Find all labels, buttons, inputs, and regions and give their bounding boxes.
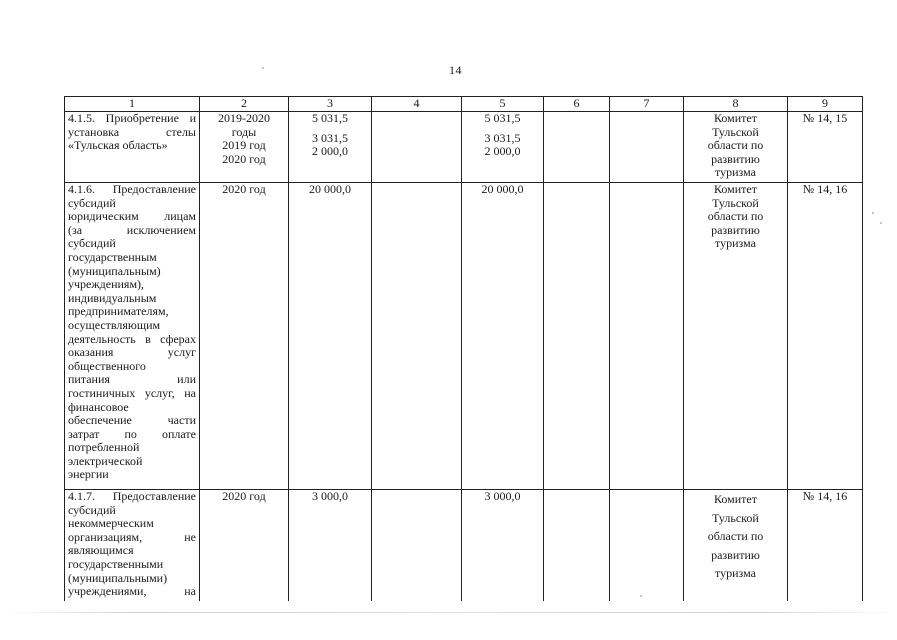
measure-name-line: «Тульская область»: [68, 138, 168, 153]
measure-name-line: затрат по оплате: [68, 426, 196, 441]
amount-line: 2 000,0: [484, 144, 521, 159]
header-row: [65, 97, 863, 112]
measure-name-line: обеспечение части: [68, 413, 196, 428]
executor-line: Тульской: [712, 195, 759, 210]
scan-speck: [880, 222, 882, 224]
executor-line: Тульской: [712, 510, 759, 525]
col7-cell: [610, 490, 684, 602]
executor-cell: [684, 490, 788, 602]
amount-line: 5 031,5: [312, 111, 348, 125]
measure-name-cell: [65, 490, 200, 602]
scan-edge-line: [0, 612, 897, 613]
amount-line: 5 031,5: [484, 111, 521, 125]
measure-name-line: субсидий: [68, 502, 116, 517]
header-cell-3: 3: [289, 97, 372, 112]
measure-name-line: потребленной: [68, 440, 140, 455]
reference-cell: № 14, 15: [788, 112, 863, 183]
executor-line: области по: [707, 209, 764, 224]
measure-name-line: гостиничных услуг, на: [68, 385, 196, 400]
measure-name-line: 4.1.6. Предоставление: [68, 182, 196, 196]
measure-name-line: являющимся: [68, 543, 134, 558]
measure-name-line: установка стелы: [68, 124, 196, 139]
executor-cell: [684, 183, 788, 490]
executor-cell: [684, 112, 788, 183]
measure-name-line: деятельность в сферах: [68, 331, 196, 346]
period-line: 2019-2020: [218, 111, 270, 125]
table-row: [65, 490, 863, 602]
amount-line: 2 000,0: [312, 144, 348, 159]
executor-line: развитию: [711, 547, 760, 562]
measure-name-line: финансовое: [68, 399, 129, 414]
period-cell: [200, 112, 289, 183]
amount-line: 3 031,5: [484, 130, 521, 145]
header-cell-2: 2: [200, 97, 289, 112]
executor-line: области по: [707, 138, 764, 153]
measure-name-line: субсидий: [68, 236, 116, 251]
scan-speck: [640, 595, 642, 597]
measure-name-line: 4.1.5. Приобретение и: [68, 111, 196, 125]
period-line: годы: [231, 124, 257, 139]
scan-speck: [872, 212, 874, 214]
col6-cell: [544, 112, 610, 183]
executor-line: Комитет: [713, 111, 757, 125]
measure-name-line: 4.1.7. Предоставление: [68, 489, 196, 503]
period-line: 2020 год: [222, 489, 266, 503]
amount-line: 3 000,0: [484, 489, 521, 503]
executor-line: Комитет: [713, 492, 757, 506]
measure-name-line: учреждениями, на: [68, 584, 196, 599]
total-amount-cell: [289, 183, 372, 490]
col4-cell: [372, 490, 462, 602]
measure-name-line: субсидий: [68, 195, 116, 210]
period-cell: [200, 183, 289, 490]
amount-line: 20 000,0: [481, 182, 524, 196]
amount-line: 3 000,0: [312, 489, 348, 503]
executor-line: Комитет: [713, 182, 757, 196]
executor-line: области по: [707, 529, 764, 543]
table-row: [65, 112, 863, 183]
measure-name-line: осуществляющим: [68, 317, 161, 332]
measure-name-line: государственными: [68, 556, 164, 571]
measure-name-line: предпринимателям,: [68, 304, 169, 319]
page-number: 14: [449, 63, 462, 77]
total-amount-cell: [289, 112, 372, 183]
header-cell-6: 6: [544, 97, 610, 112]
measure-name-line: организациям, не: [68, 529, 196, 544]
executor-line: Тульской: [712, 124, 759, 139]
col5-amount-cell: [462, 183, 544, 490]
total-amount-cell: [289, 490, 372, 602]
col5-amount-cell: [462, 490, 544, 602]
executor-line: развитию: [711, 222, 760, 237]
measure-name-line: индивидуальным: [68, 290, 157, 305]
col4-cell: [372, 183, 462, 490]
amount-line: 20 000,0: [309, 182, 351, 196]
measure-name-line: энергии: [68, 467, 109, 482]
measure-name-cell: [65, 112, 200, 183]
executor-line: туризма: [715, 566, 756, 580]
header-cell-1: 1: [65, 97, 200, 112]
measure-name-line: государственным: [68, 249, 157, 264]
header-cell-5: 5: [462, 97, 544, 112]
header-cell-8: 8: [684, 97, 788, 112]
measure-name-line: (муниципальным): [68, 263, 161, 278]
col5-amount-cell: [462, 112, 544, 183]
measure-name-line: юридическим лицам: [68, 209, 196, 224]
header-cell-4: 4: [372, 97, 462, 112]
col6-cell: [544, 490, 610, 602]
executor-line: туризма: [715, 236, 756, 251]
col7-cell: [610, 112, 684, 183]
col7-cell: [610, 183, 684, 490]
measure-name-line: некоммерческим: [68, 516, 154, 531]
measure-name-line: электрической: [68, 453, 143, 468]
col6-cell: [544, 183, 610, 490]
executor-line: развитию: [711, 151, 760, 166]
period-line: 2020 год: [222, 182, 266, 196]
measure-name-line: питания или: [68, 372, 196, 387]
period-line: 2019 год: [222, 138, 266, 153]
reference-cell: № 14, 16: [788, 490, 863, 602]
measure-name-line: (за исключением: [68, 222, 196, 237]
header-cell-7: 7: [610, 97, 684, 112]
period-line: 2020 год: [222, 151, 266, 166]
period-cell: [200, 490, 289, 602]
measure-name-line: общественного: [68, 358, 146, 373]
program-table: [64, 96, 863, 601]
measure-name-cell: [65, 183, 200, 490]
measure-name-line: учреждениям),: [68, 277, 145, 292]
table-row: [65, 183, 863, 490]
amount-line: 3 031,5: [312, 130, 348, 145]
col4-cell: [372, 112, 462, 183]
reference-cell: № 14, 16: [788, 183, 863, 490]
measure-name-line: (муниципальными): [68, 570, 168, 585]
scan-speck: [262, 67, 264, 69]
header-cell-9: 9: [788, 97, 863, 112]
measure-name-line: оказания услуг: [68, 345, 196, 360]
executor-line: туризма: [715, 165, 756, 180]
